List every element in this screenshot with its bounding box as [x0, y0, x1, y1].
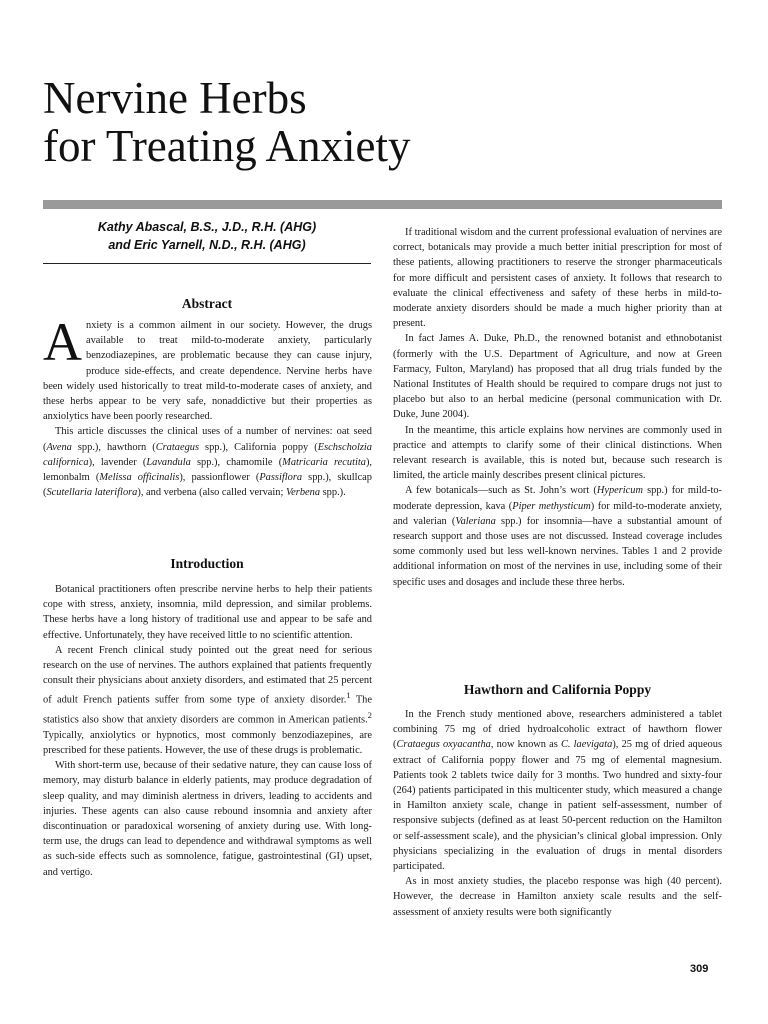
- title-line-1: Nervine Herbs: [43, 73, 307, 123]
- author-line-1: Kathy Abascal, B.S., J.D., R.H. (AHG): [97, 220, 317, 234]
- italic-term: C. laevigata: [560, 739, 613, 751]
- text-run: spp.) for mild-to-moderate depression, kava (: [393, 485, 722, 512]
- abstract-body: [43, 312, 372, 500]
- abstract-p1-text: nxiety is a common ailment in our society. However, the drugs available to treat mild-to-moderate anxiety, particularly benzodiazepines, are problematic because they can cause injury, produce side-effects, and create dependence. Nervine herbs have been widely used historically to treat mild-to-moderate cases of anxiety, and these herbs appear to be very safe, nonaddictive but their properties as anxiolytics have been poorly researched.: [43, 320, 372, 423]
- italic-term: Verbena: [285, 487, 321, 499]
- text-run: This article discusses the clinical uses of a number of nervines: oat seed (: [43, 426, 372, 453]
- italic-term: Matricaria recutita: [282, 456, 366, 468]
- article-title: [43, 74, 743, 170]
- introduction-heading: Introduction: [170, 556, 244, 571]
- right-paragraph-3: In the meantime, this article explains how nervines are commonly used in practice and attempts to clarify some of their clinical distinctions. When relevant research is available, this is noted but, because such research is limited, the article mainly describes present clinical pictures.: [393, 424, 722, 482]
- author-byline: [43, 218, 371, 254]
- text-run: ) for mild-to-moderate anxiety, and valerian (: [393, 500, 722, 527]
- author-line-2: and Eric Yarnell, N.D., R.H. (AHG): [108, 238, 306, 252]
- intro-p2-text-c: Typically, anxiolytics or hypnotics, most commonly benzodiazepines, are prescribed for these patients. However, the use of these drugs is problematic.: [43, 729, 372, 756]
- italic-term: Crataegus: [155, 441, 200, 453]
- right-paragraph-5: [393, 707, 722, 874]
- text-run: spp.) for insomnia—have a substantial amount of research support and those uses are not discussed. Instead coverage includes some commonly used but less well-known nervines. Tables 1 and 2 provide additional information on most of the nervines in use, including some of their specific uses and dosages and include these three herbs.: [393, 515, 722, 588]
- footnote-ref-2: 2: [367, 710, 372, 721]
- right-paragraph-2: In fact James A. Duke, Ph.D., the renowned botanist and ethnobotanist (formerly with the U.S. Department of Agriculture, and now at Green Farmacy, Fulton, Maryland) has proposed that all drug trials funded by the National Institutes of Health should be required to compare drugs not just to placebo but also to an herbal medicine (personal communication with Dr. Duke, June 2004).: [393, 333, 722, 421]
- byline-divider: [43, 263, 371, 264]
- right-paragraph-1: If traditional wisdom and the current professional evaluation of nervines are correct, botanicals may provide a much better initial prescription for most of these patients, allowing practitioners to reserve the stronger pharmaceuticals for more difficult and persistent cases of anxiety. It follows that research to evaluate the clinical effectiveness and safety of these herbs in mild-to-moderate anxiety disorders should be made a much higher priority than at present.: [393, 227, 722, 330]
- drop-cap: A: [43, 312, 82, 372]
- intro-paragraph-1: Botanical practitioners often prescribe nervine herbs to help their patients cope with stress, anxiety, insomnia, mild depression, and similar problems. These herbs have a long history of traditional use and appear to be safe and effective. Unfortunately, they have received little to no scientific attention.: [43, 584, 372, 641]
- abstract-heading: Abstract: [181, 296, 233, 311]
- text-run: In the French study mentioned above, researchers administered a tablet combining 75 mg of dried hydroalcoholic extract of hawthorn flower (: [393, 709, 722, 751]
- italic-term: Lavandula: [146, 456, 191, 468]
- text-run: spp.), chamomile (: [190, 456, 283, 468]
- text-run: , now known as: [490, 739, 561, 751]
- text-run: spp.), hawthorn (: [71, 441, 156, 453]
- text-run: A few botanicals—such as St. John’s wort (: [405, 485, 597, 497]
- intro-p2-text-b: The statistics also show that anxiety disorders are common in American patients.: [43, 694, 372, 726]
- italic-term: Piper methysticum: [512, 500, 591, 512]
- abstract-paragraph-2: [43, 424, 372, 500]
- page-number: 309: [690, 963, 709, 975]
- text-run: ), passionflower (: [179, 472, 260, 484]
- hawthorn-heading: Hawthorn and California Poppy: [463, 682, 652, 697]
- italic-term: Melissa officinalis: [99, 472, 180, 484]
- right-paragraph-4: [393, 483, 722, 589]
- intro-paragraph-3: With short-term use, because of their sedative nature, they can cause loss of memory, may disturb balance in elderly patients, may produce degradation of sleep quality, and may diminish alertness in drivers, leading to accidents and injuries. These agents can also cause rebound insomnia and anxiety after discontinuation or paradoxical worsening of anxiety during use. With long-term use, the drugs can lead to dependence and withdrawal symptoms as well as such-side effects such as somnolence, fatigue, gastrointestinal (GI) upset, and vertigo.: [43, 760, 372, 878]
- italic-term: Passiflora: [259, 472, 303, 484]
- intro-paragraph-2: [43, 643, 372, 758]
- right-column-body: [393, 225, 722, 590]
- italic-term: Avena: [46, 441, 72, 453]
- title-divider: [43, 200, 722, 209]
- intro-p2-text-a: A recent French clinical study pointed out the great need for serious research on the use of nervines. The authors explained that patients frequently consult their physicians about anxiety disorders, and estimated that 25 percent of adult French patients suffer from some type of anxiety disorder.: [43, 644, 372, 706]
- introduction-body: [43, 582, 372, 880]
- italic-term: Eschscholzia californica: [43, 441, 372, 468]
- italic-term: Scutellaria lateriflora: [46, 487, 138, 499]
- italic-term: Hypericum: [596, 485, 643, 497]
- right-paragraph-6: As in most anxiety studies, the placebo response was high (40 percent). However, the decrease in Hamilton anxiety scale results and the self-assessment of anxiety results were both significantly: [393, 876, 722, 918]
- text-run: ), lemonbalm (: [43, 456, 372, 484]
- italic-term: Valeriana: [455, 515, 496, 527]
- text-run: ), and verbena (also called vervain;: [137, 487, 286, 499]
- hawthorn-body: [393, 707, 722, 920]
- text-run: spp.), California poppy (: [199, 441, 318, 453]
- footnote-ref-1: 1: [346, 690, 351, 701]
- abstract-paragraph-1: [43, 312, 372, 424]
- title-line-2: for Treating Anxiety: [43, 121, 411, 171]
- text-run: ), 25 mg of dried aqueous extract of California poppy flower and 75 mg of elemental magnesium. Patients took 2 tablets twice daily for 3 months. Two hundred and sixty-four (264) patients participated in this multicenter study, which measured a change in Hamilton anxiety scale, change in patient self-assessment, number of responsive subjects (defined as at least 50-percent reduction on the Hamilton or self-assessment scale), and the physician’s clinical global impression. Only physicians specializing in the evaluation of drugs in mental disorders participated.: [393, 739, 722, 873]
- text-run: spp.), skullcap (: [43, 472, 372, 499]
- italic-term: Crataegus oxyacantha: [396, 739, 491, 751]
- text-run: ), lavender (: [88, 456, 147, 468]
- text-run: spp.).: [320, 487, 346, 499]
